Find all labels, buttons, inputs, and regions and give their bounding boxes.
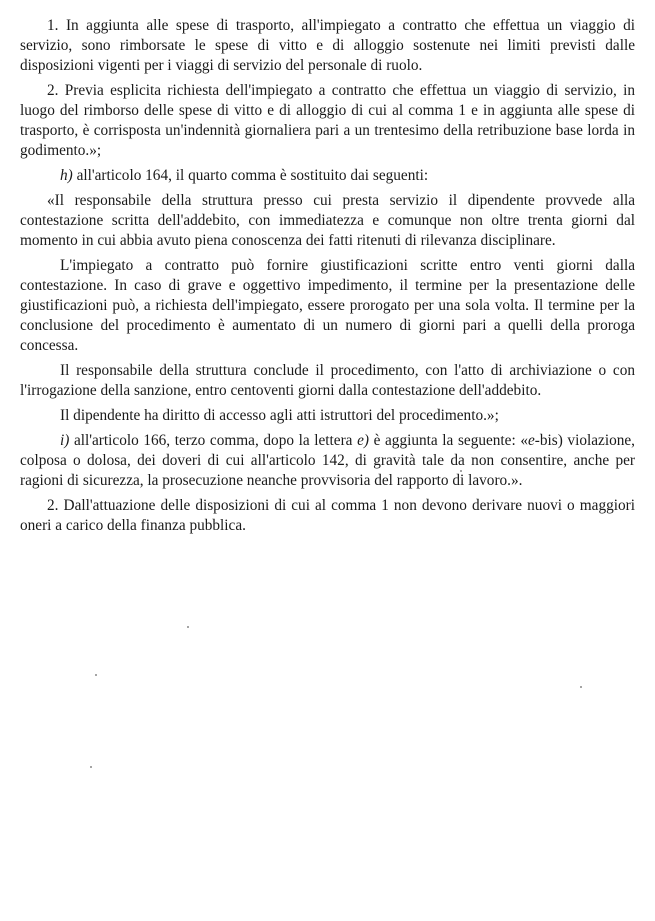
document-page	[20, 16, 635, 541]
letter-h-marker: h)	[60, 167, 73, 184]
scan-speck	[580, 686, 582, 688]
letter-e-marker: e)	[357, 432, 369, 449]
letter-i-marker: i)	[60, 432, 70, 449]
paragraph-8-text-a: all'articolo 166, terzo comma, dopo la lettera	[69, 432, 358, 449]
paragraph-4: «Il responsabile della struttura presso cui presta servizio il dipendente provvede alla contestazione scritta dell'addebito, con immediatezza e comunque non oltre trenta giorni dal momento in cui abbia avuto piena conoscenza dei fatti ritenuti di rilevanza disciplinare.	[20, 192, 635, 249]
paragraph-6: Il responsabile della struttura conclude il procedimento, con l'atto di archiviazione o con l'irrogazione della sanzione, entro centoventi giorni dalla contestazione dell'addebito.	[20, 362, 635, 399]
paragraph-5: L'impiegato a contratto può fornire giustificazioni scritte entro venti giorni dalla contestazione. In caso di grave e oggettivo impedimento, il termine per la presentazione delle giustificazioni può, a richiesta dell'impiegato, essere prorogato per una sola volta. Il termine per la conclusione del procedimento è aumentato di un numero di giorni pari a quelli della proroga concessa.	[20, 257, 635, 354]
paragraph-1: 1. In aggiunta alle spese di trasporto, all'impiegato a contratto che effettua un viaggio di servizio, sono rimborsate le spese di vitto e di alloggio sostenute nei limiti previsti dalle disposizioni vigenti per i viaggi di servizio del personale di ruolo.	[20, 17, 635, 74]
paragraph-8-text-c: -bis) violazione, colposa o dolosa, dei doveri di cui all'articolo 142, di gravità tale da non consentire, anche per ragioni di sicurezza, la prosecuzione neanche provvisoria del rapporto di lavoro.».	[20, 432, 635, 489]
paragraph-7: Il dipendente ha diritto di accesso agli atti istruttori del procedimento.»;	[60, 407, 499, 424]
paragraph-8	[20, 431, 635, 491]
scan-speck	[187, 626, 189, 628]
letter-e-bis-marker: e	[527, 432, 535, 449]
paragraph-8-text-b: è aggiunta la seguente: «	[368, 432, 528, 449]
scan-speck	[460, 470, 462, 472]
paragraph-3-text: all'articolo 164, il quarto comma è sostituito dai seguenti:	[72, 167, 429, 184]
scan-speck	[90, 766, 92, 768]
paragraph-9: 2. Dall'attuazione delle disposizioni di cui al comma 1 non devono derivare nuovi o maggiori oneri a carico della finanza pubblica.	[20, 497, 635, 534]
paragraph-3	[20, 166, 635, 186]
scan-speck	[95, 674, 97, 676]
paragraph-2: 2. Previa esplicita richiesta dell'impiegato a contratto che effettua un viaggio di servizio, in luogo del rimborso delle spese di vitto e di alloggio di cui al comma 1 e in aggiunta alle spese di trasporto, è corrisposta un'indennità giornaliera pari a un trentesimo della retribuzione base lorda in godimento.»;	[20, 82, 635, 159]
